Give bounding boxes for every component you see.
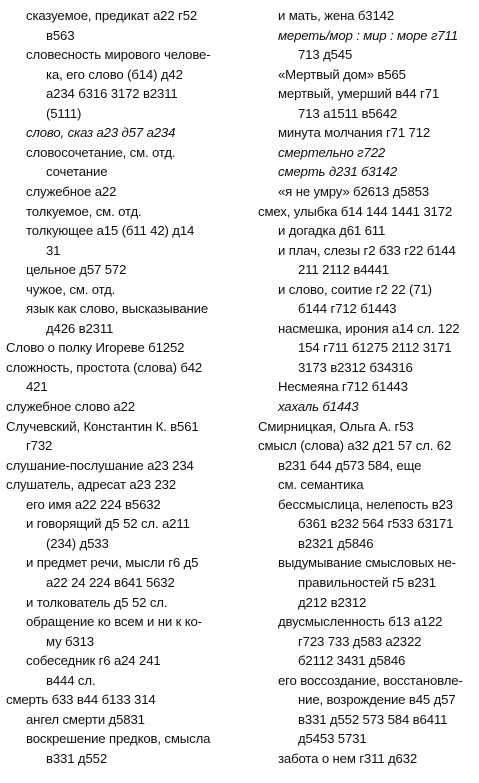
index-entry-line: смертельно г722 — [278, 144, 386, 160]
index-entry-line: 421 — [26, 379, 48, 395]
index-entry-line: (5111) — [46, 105, 82, 121]
index-entry-line: б2112 3431 д5846 — [298, 653, 406, 669]
index-entry-line: цельное д57 572 — [26, 262, 127, 278]
index-entry-line: сочетание — [46, 164, 108, 180]
index-entry-line: смысл (слова) а32 д21 57 сл. 62 — [258, 438, 452, 454]
index-entry-line: обращение ко всем и ни к ко- — [26, 614, 202, 630]
index-entry-line: бессмыслица, нелепость в23 — [278, 496, 453, 512]
index-entry-line: «Мертвый дом» в565 — [278, 66, 406, 82]
index-entry-line: в2321 д5846 — [298, 535, 374, 551]
index-entry-line: и плач, слезы г2 б33 г22 б144 — [278, 242, 456, 258]
index-entry-line: ангел смерти д5831 — [26, 711, 145, 727]
index-entry-line: б144 г712 б1443 — [298, 301, 397, 317]
index-entry-line: и говорящий д5 52 сл. а211 — [26, 516, 190, 532]
index-entry-line: минута молчания г71 712 — [278, 125, 431, 141]
index-entry-line: слушание-послушание а23 234 — [6, 457, 194, 473]
index-entry-line: и слово, соитие г2 22 (71) — [278, 281, 432, 297]
index-entry-line: и толкователь д5 52 сл. — [26, 594, 168, 610]
index-entry-line: д426 в2311 — [46, 320, 114, 336]
index-entry-line: насмешка, ирония а14 сл. 122 — [278, 320, 460, 336]
index-entry-line: в331 д552 — [46, 750, 108, 766]
index-entry-line: толкуемое, см. отд. — [26, 203, 142, 219]
index-entry-line: в444 сл. — [46, 672, 96, 688]
index-entry-line: мертвый, умерший в44 г71 — [278, 86, 440, 102]
index-entry-line: и догадка д61 611 — [278, 223, 386, 239]
index-entry-line: собеседник г6 а24 241 — [26, 653, 161, 669]
index-entry-line: 3173 в2312 б34316 — [298, 359, 413, 375]
index-entry-line: в331 д552 573 584 в6411 — [298, 711, 448, 727]
index-entry-line: ка, его слово (б14) д42 — [46, 66, 183, 82]
index-entry-line: г732 — [26, 438, 53, 454]
index-entry-line: а234 б316 3172 в2311 — [46, 86, 178, 102]
index-entry-line: смех, улыбка б14 144 1441 3172 — [258, 203, 453, 219]
index-entry-line: 211 2112 в4441 — [298, 262, 389, 278]
index-entry-line: мереть/мор : мир : море г711 — [278, 27, 458, 43]
index-entry-line: выдумывание смысловых не- — [278, 555, 456, 571]
index-entry-line: 154 г711 б1275 2112 3171 — [298, 340, 452, 356]
index-entry-line: смерть д231 б3142 — [278, 164, 398, 180]
index-entry-line: в231 б44 д573 584, еще — [278, 457, 422, 473]
index-entry-line: служебное слово а22 — [6, 399, 135, 414]
index-entry-line: правильностей г5 в231 — [298, 574, 436, 590]
index-entry-line: смерть б33 в44 б133 314 — [6, 692, 156, 708]
index-entry-line: а22 24 224 в641 5632 — [46, 574, 175, 590]
index-entry-line: Слово о полку Игореве б1252 — [6, 340, 185, 356]
index-entry-line: в563 — [46, 27, 75, 43]
index-entry-line: «я не умру» б2613 д5853 — [278, 183, 429, 199]
index-entry-line: д212 в2312 — [298, 594, 367, 610]
index-entry-line: и предмет речи, мысли г6 д5 — [26, 555, 199, 571]
index-entry-line: сложность, простота (слова) б42 — [6, 359, 203, 375]
index-entry-line: чужое, см. отд. — [26, 281, 116, 297]
index-entry-line: д5453 5731 — [298, 731, 367, 747]
index-entry-line: Смирницкая, Ольга А. г53 — [258, 418, 414, 434]
index-entry-line: толкующее а15 (б11 42) д14 — [26, 223, 195, 239]
index-entry-line: служебное а22 — [26, 183, 117, 199]
index-entry-line: словесность мирового челове- — [26, 47, 211, 63]
index-entry-line: его воссоздание, восстановле- — [278, 672, 463, 688]
index-entry-line: 31 — [46, 242, 61, 258]
index-entry-line: язык как слово, высказывание — [26, 301, 209, 317]
index-entry-line: забота о нем г311 д632 — [278, 750, 418, 766]
index-entry-line: сказуемое, предикат а22 г52 — [26, 8, 198, 23]
index-entry-line: его имя а22 224 в5632 — [26, 496, 161, 512]
index-entry-line: му б313 — [46, 633, 94, 649]
index-entry-line: и мать, жена б3142 — [278, 8, 395, 23]
index-entry-line: слово, сказ а23 д57 а234 — [26, 125, 176, 141]
index-entry-line: (234) д533 — [46, 535, 109, 551]
index-entry-line: 713 а1511 в5642 — [298, 105, 398, 121]
index-entry-line: 713 д545 — [298, 47, 353, 63]
index-entry-line: хахаль б1443 — [278, 399, 359, 414]
index-entry-line: Несмеяна г712 б1443 — [278, 379, 408, 395]
index-entry-line: двусмысленность б13 а122 — [278, 614, 443, 630]
index-entry-line: б361 в232 564 г533 б3171 — [298, 516, 454, 532]
index-entry-line: слушатель, адресат а23 232 — [6, 477, 176, 493]
index-entry-line: ние, возрождение в45 д57 — [298, 692, 456, 708]
index-entry-line: воскрешение предков, смысла — [26, 731, 211, 747]
index-entry-line: словосочетание, см. отд. — [26, 144, 176, 160]
index-entry-line: г723 733 д583 а2322 — [298, 633, 422, 649]
index-entry-line: Случевский, Константин К. в561 — [6, 418, 199, 434]
index-entry-line: см. семантика — [278, 477, 364, 493]
